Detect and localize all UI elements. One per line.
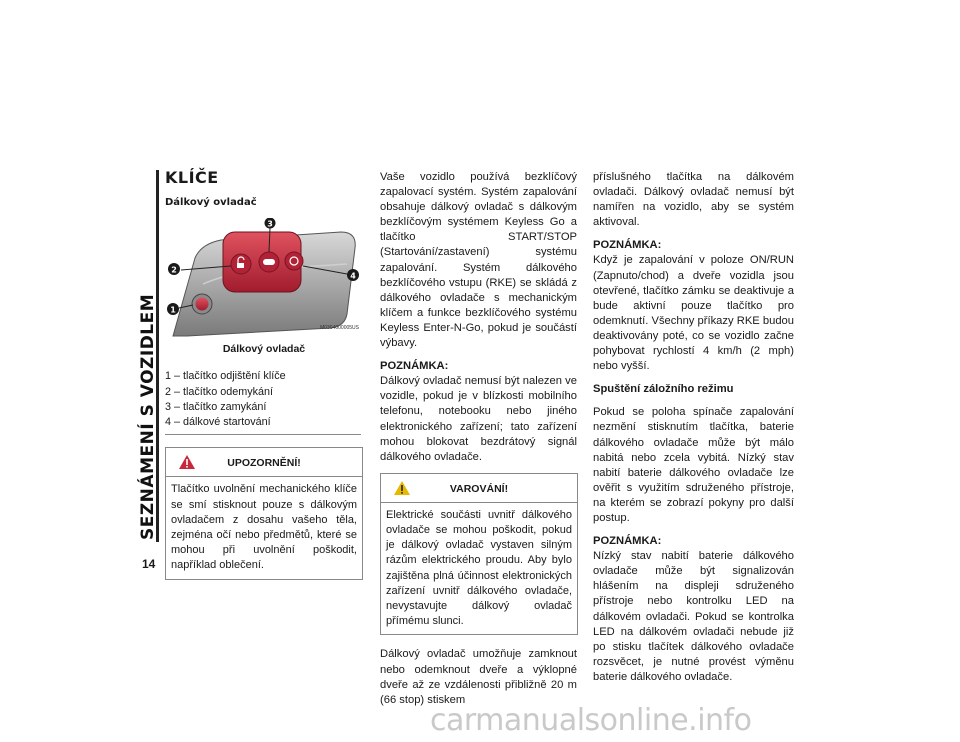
page-number: 14 bbox=[142, 557, 156, 571]
watermark: carmanualsonline.info bbox=[430, 703, 752, 738]
callout-1: 1 bbox=[170, 305, 176, 315]
note-text: Dálkový ovladač nemusí být nalezen ve vozidle, pokud je v blízkosti mobilního telefonu, notebooku nebo jiného elektronického zařízení; tato zařízení mohou blokovat bezdrátový signál dálkového ovladače. bbox=[380, 375, 577, 463]
key-release-button bbox=[192, 294, 212, 314]
section-title: KLÍČE bbox=[165, 168, 219, 187]
legend-item: 1 – tlačítko odjištění klíče bbox=[165, 370, 286, 383]
note-title: POZNÁMKA: bbox=[593, 239, 662, 252]
caution-text: Tlačítko uvolnění mechanického klíče se smí stisknout pouze s dálkovým ovladačem z dosahu vašeho těla, zejména očí nebo předmětů, které se mohou při uvolnění poškodit, například oblečení. bbox=[171, 483, 357, 572]
unlock-button bbox=[231, 254, 251, 274]
warning-text: Elektrické součásti uvnitř dálkového ovladače se mohou poškodit, pokud je dálkový ovladač vystaven silným rázům elektrického proudu. Aby bylo zajištěna plná účinnost elektronických zařízení uvnitř dálkového ovladače, nevystavujte dálkový ovladač přímému slunci. bbox=[386, 508, 572, 628]
subsection-title: Dálkový ovladač bbox=[165, 197, 257, 209]
column-right bbox=[593, 170, 794, 693]
warning-header bbox=[381, 474, 577, 503]
figure-code: M0304000005US bbox=[320, 325, 359, 332]
caution-title: UPOZORNĚNÍ! bbox=[227, 457, 301, 470]
legend-item: 3 – tlačítko zamykání bbox=[165, 400, 267, 413]
divider bbox=[165, 434, 361, 435]
callout-2: 2 bbox=[171, 265, 177, 275]
figure-caption: Dálkový ovladač bbox=[222, 343, 306, 356]
note-title: POZNÁMKA: bbox=[593, 535, 662, 548]
chapter-side-title: SEZNÁMENÍ S VOZIDLEM bbox=[138, 293, 158, 540]
key-fob-figure bbox=[165, 218, 361, 338]
paragraph: příslušného tlačítka na dálkovém ovladači. Dálkový ovladač nemusí být namířen na vozidlo, aby se systém aktivoval. bbox=[593, 171, 794, 229]
column-middle bbox=[380, 170, 577, 716]
column-left bbox=[165, 170, 363, 580]
paragraph: Dálkový ovladač umožňuje zamknout nebo odemknout dveře a výklopné dveře až ze vzdálenosti přibližně 20 m (66 stop) stiskem bbox=[380, 648, 577, 706]
note-title: POZNÁMKA: bbox=[380, 360, 449, 373]
legend-item: 4 – dálkové startování bbox=[165, 416, 271, 429]
caution-header bbox=[166, 448, 362, 477]
callout-3: 3 bbox=[267, 219, 273, 229]
lock-button bbox=[259, 252, 279, 272]
warning-box bbox=[380, 473, 578, 636]
warning-title: VAROVÁNÍ! bbox=[449, 482, 509, 495]
callout-4: 4 bbox=[350, 271, 356, 281]
caution-box bbox=[165, 447, 363, 579]
sub-heading: Spuštění záložního režimu bbox=[593, 383, 734, 396]
paragraph: Pokud se poloha spínače zapalování nezmění stisknutím tlačítka, baterie dálkového ovladače může být málo nabitá nebo zcela vybitá. Nízký stav nabití baterie dálkového ovladače lze ověřit s využitím sdruženého přístroje, na kterém se zobrazí pokyny pro další postup. bbox=[593, 406, 794, 524]
note-text: Když je zapalování v poloze ON/RUN (Zapnuto/chod) a dveře vozidla jsou otevřené, tlačítko zámku se deaktivuje a bude aktivní pouze tlačítko pro odemknutí. Všechny příkazy RKE budou deaktivovány poté, co se vozidlo začne pohybovat rychlostí 4 km/h (2 mph) nebo vyšší. bbox=[593, 254, 794, 373]
paragraph: Vaše vozidlo používá bezklíčový zapalovací systém. Systém zapalování obsahuje dálkový ovladač s dálkovým bezklíčovým systémem Keyless Go a tlačítko START/STOP (Startování/zastavení) systému zapalování. Systém dálkového bezklíčového vstupu (RKE) se skládá z dálkového ovladače s mechanickým klíčem a funkce bezklíčového systému Keyless Enter-N-Go, pokud je součástí výbavy. bbox=[380, 171, 577, 350]
remote-start-button bbox=[285, 252, 303, 270]
note-text: Nízký stav nabití baterie dálkového ovladače může být signalizován hlášením na displeji sdruženého přístroje nebo kontrolku LED na dálkovém ovladači. Pokud se kontrolka LED na dálkovém ovladači nebude již po stisku tlačítek dálkového ovladače rozsvěcet, je nutné provést výměnu baterie dálkového ovladače. bbox=[593, 550, 794, 683]
legend-item: 2 – tlačítko odemykání bbox=[165, 385, 274, 398]
